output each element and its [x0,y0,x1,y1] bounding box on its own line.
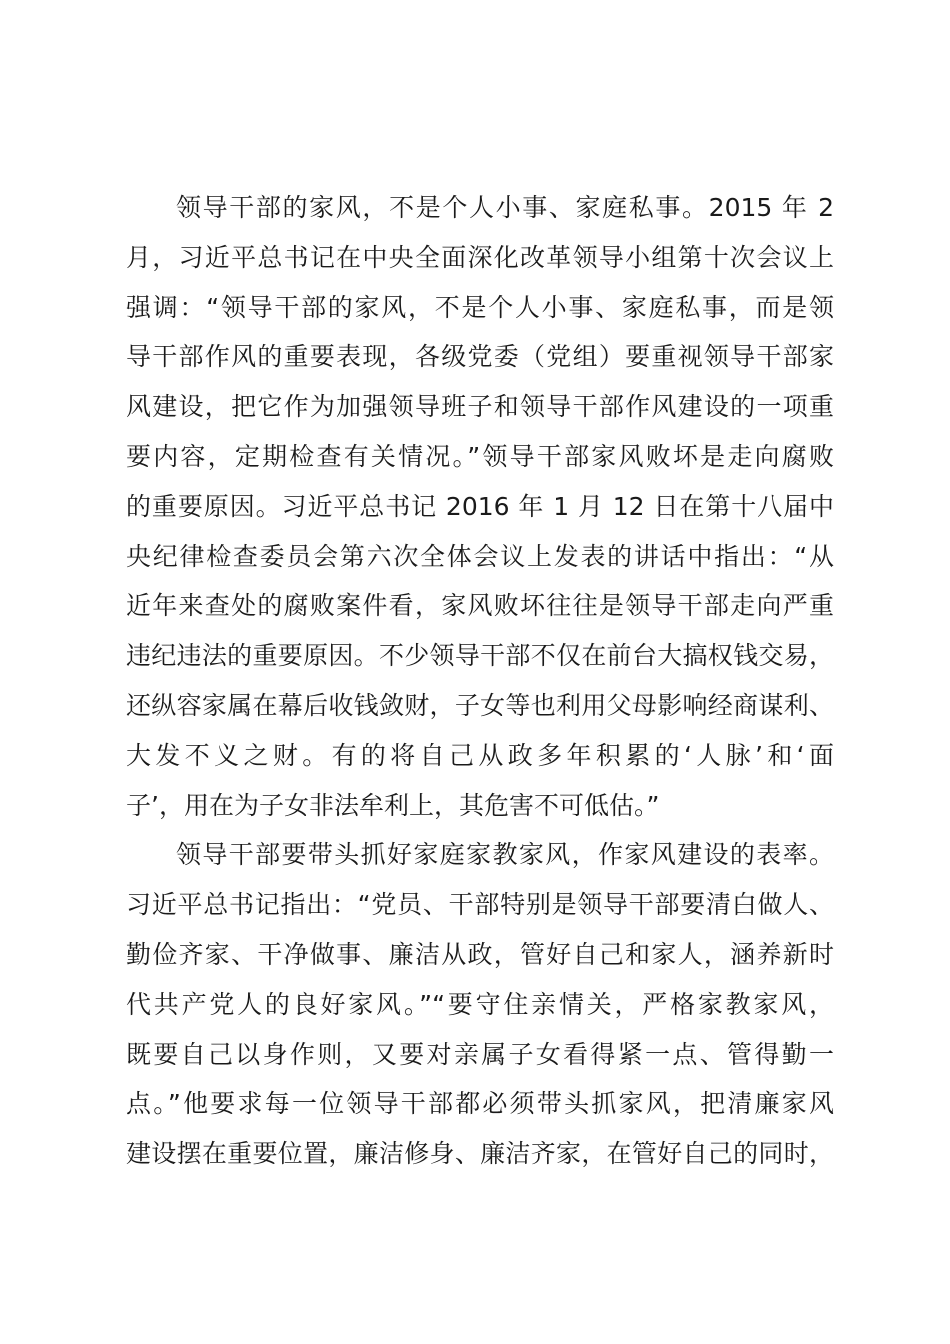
paragraph-1-line-2: 月，习近平总书记在中央全面深化改革领导小组第十次会议上 [126,242,834,272]
paragraph-2-line-5: 既要自己以身作则，又要对亲属子女看得紧一点、管得勤一 [126,1039,834,1069]
paragraph-2-line-1: 领导干部要带头抓好家庭家教家风，作家风建设的表率。 [176,840,834,870]
paragraph-1-line-5: 风建设，把它作为加强领导班子和领导干部作风建设的一项重 [126,392,834,422]
paragraph-2-line-7: 建设摆在重要位置，廉洁修身、廉洁齐家，在管好自己的同时， [126,1139,834,1169]
paragraph-2-line-4: 代共产党人的良好家风。”“要守住亲情关，严格家教家风， [126,989,834,1019]
paragraph-2-line-2: 习近平总书记指出：“党员、干部特别是领导干部要清白做人、 [126,890,834,920]
paragraph-1-line-3: 强调：“领导干部的家风，不是个人小事、家庭私事，而是领 [126,292,834,322]
paragraph-1-line-10: 违纪违法的重要原因。不少领导干部不仅在前台大搞权钱交易， [126,641,834,671]
paragraph-1-line-6: 要内容，定期检查有关情况。”领导干部家风败坏是走向腐败 [126,441,834,471]
paragraph-1-line-7: 的重要原因。习近平总书记 2016 年 1 月 12 日在第十八届中 [126,491,834,521]
document-body [126,183,834,1179]
paragraph-1-line-1: 领导干部的家风，不是个人小事、家庭私事。2015 年 2 [176,193,834,222]
paragraph-1-line-13: 子’，用在为子女非法牟利上，其危害不可低估。” [126,790,660,820]
paragraph-1-line-4: 导干部作风的重要表现，各级党委（党组）要重视领导干部家 [126,342,834,372]
paragraph-2-line-3: 勤俭齐家、干净做事、廉洁从政，管好自己和家人，涵养新时 [126,939,834,969]
paragraph-1-line-8: 央纪律检查委员会第六次全体会议上发表的讲话中指出：“从 [126,541,834,571]
paragraph-1-line-9: 近年来查处的腐败案件看，家风败坏往往是领导干部走向严重 [126,591,834,621]
paragraph-2-line-6: 点。”他要求每一位领导干部都必须带头抓家风，把清廉家风 [126,1089,834,1119]
paragraph-1-line-11: 还纵容家属在幕后收钱敛财，子女等也利用父母影响经商谋利、 [126,690,834,720]
paragraph-1-line-12: 大发不义之财。有的将自己从政多年积累的‘人脉’和‘面 [126,740,834,770]
